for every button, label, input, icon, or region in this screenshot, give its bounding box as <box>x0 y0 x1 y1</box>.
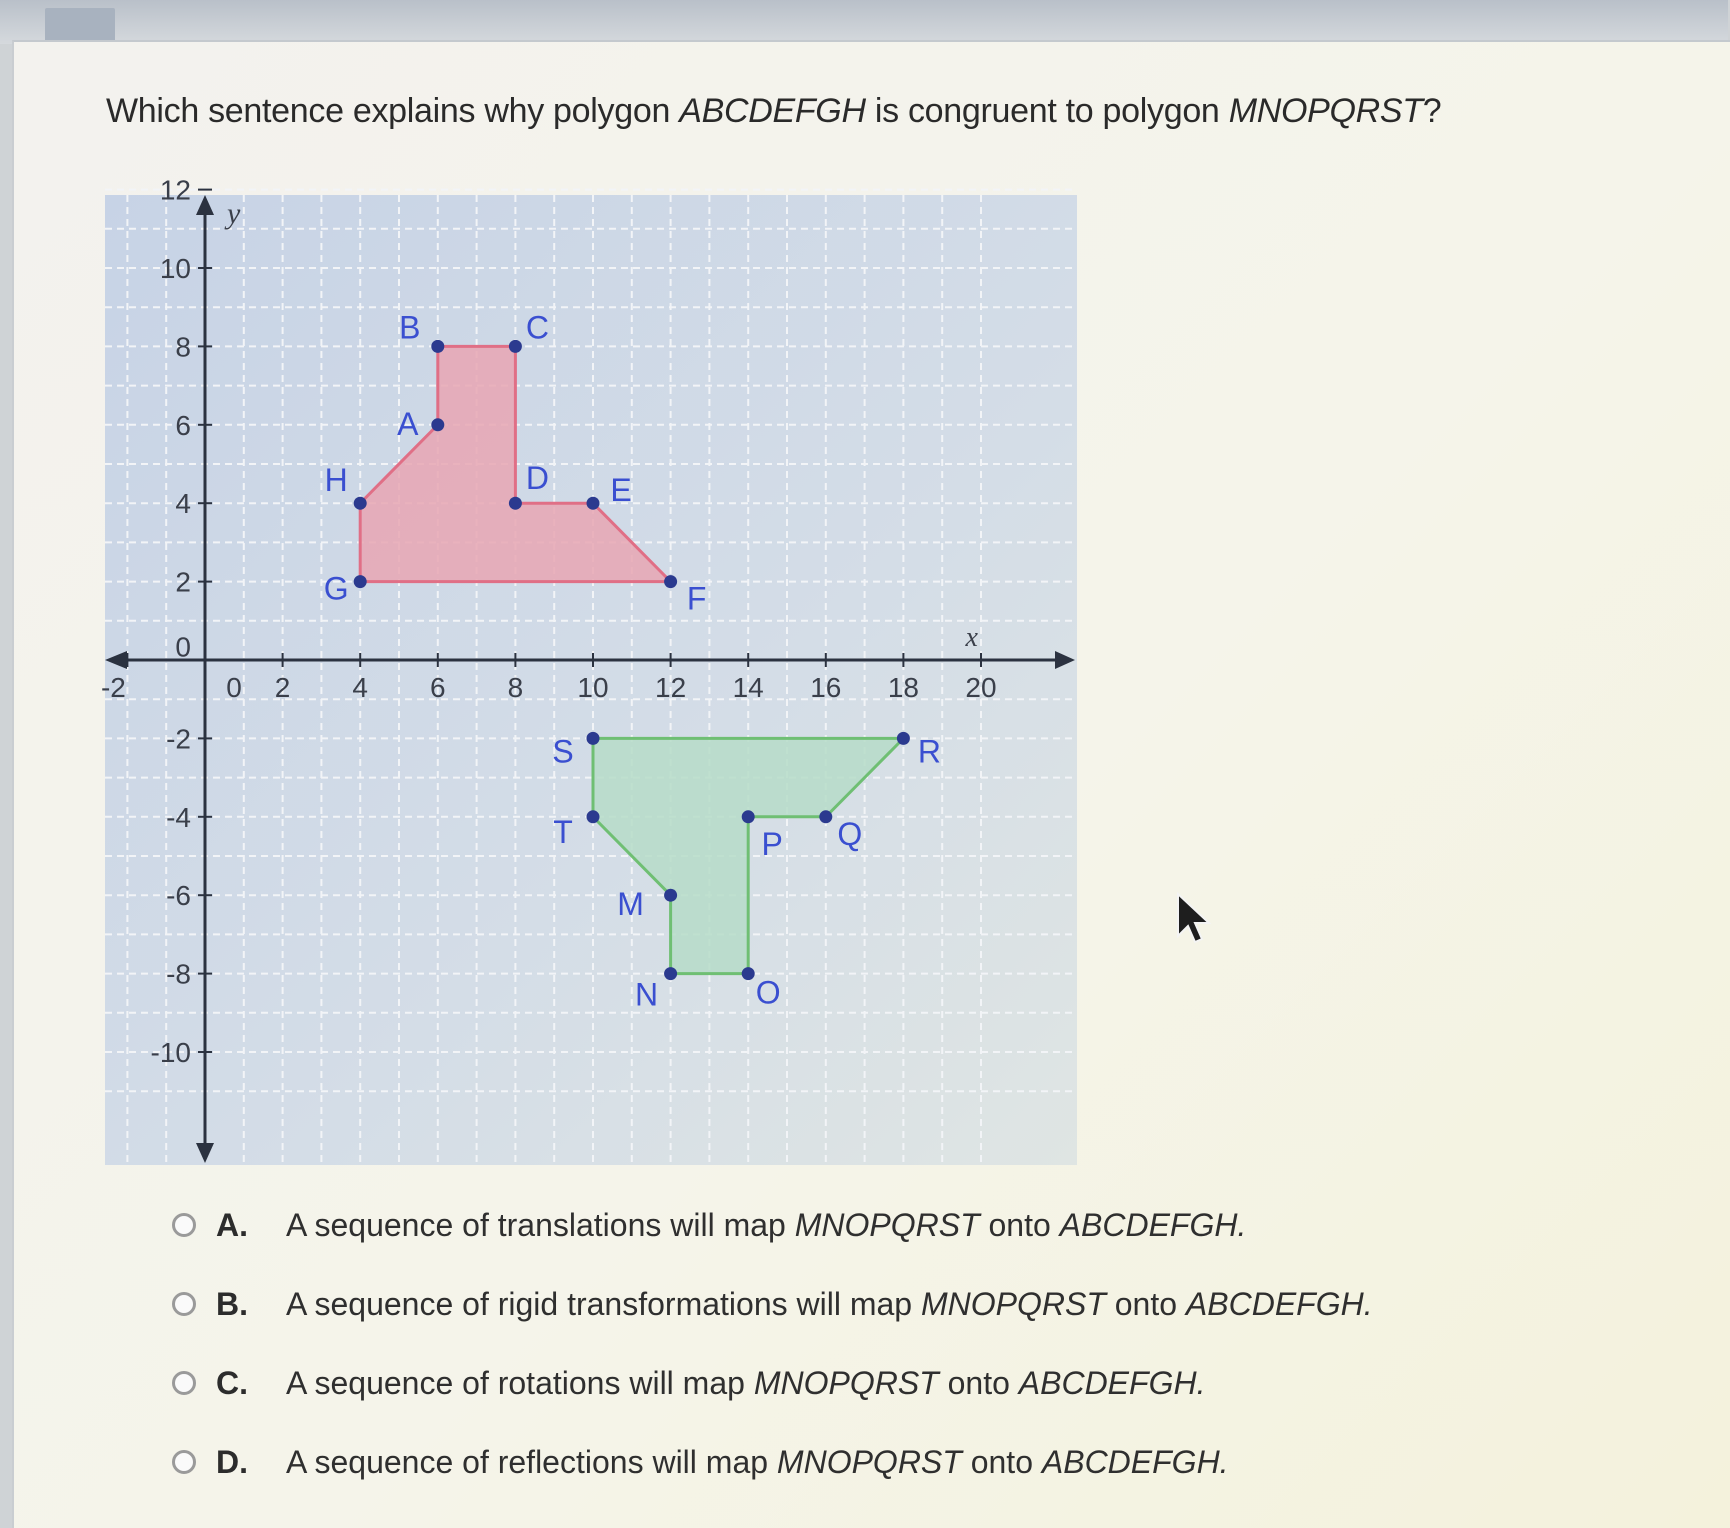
vertex-label-e: E <box>610 472 632 509</box>
choice-a-text <box>286 1207 1246 1244</box>
question-polygon-2: MNOPQRST <box>1228 92 1423 130</box>
x-tick-label: 0 <box>226 672 242 703</box>
y-tick-label: 2 <box>175 566 191 598</box>
radio-d[interactable] <box>172 1450 196 1474</box>
question-suffix: ? <box>1422 92 1442 130</box>
choice-c-letter: C. <box>216 1364 248 1401</box>
y-axis-label: y <box>227 197 241 230</box>
vertex-label-b: B <box>399 309 421 346</box>
y-tick-label: -6 <box>166 880 191 912</box>
choice-a-from: MNOPQRST <box>794 1206 980 1243</box>
choice-c-prefix: A sequence of rotations will map <box>286 1364 754 1401</box>
x-tick-label: 4 <box>352 672 368 703</box>
vertex-point-r <box>897 732 910 745</box>
vertex-label-p: P <box>761 825 783 862</box>
vertex-label-n: N <box>635 976 659 1013</box>
choice-b[interactable] <box>172 1279 1572 1329</box>
choice-a-letter: A. <box>216 1206 248 1243</box>
y-tick-label: 6 <box>175 409 191 441</box>
choice-d-letter: D. <box>216 1443 248 1480</box>
choice-c-from: MNOPQRST <box>753 1364 939 1401</box>
choice-d-text <box>286 1444 1229 1481</box>
vertex-point-m <box>664 889 677 902</box>
y-tick-label: 0 <box>175 631 191 663</box>
choice-b-suffix: . <box>1363 1285 1373 1322</box>
radio-a[interactable] <box>172 1213 196 1237</box>
choice-b-middle: onto <box>1105 1285 1186 1322</box>
graph-svg <box>100 174 1077 1165</box>
choice-b-from: MNOPQRST <box>920 1285 1106 1322</box>
vertex-point-d <box>509 497 522 510</box>
y-tick-label: 4 <box>175 488 191 520</box>
coordinate-graph <box>100 174 1077 1165</box>
vertex-point-a <box>431 418 444 431</box>
vertex-point-e <box>587 497 600 510</box>
vertex-label-s: S <box>552 733 574 770</box>
x-tick-label: 2 <box>274 672 291 703</box>
vertex-point-o <box>742 967 755 980</box>
choice-c[interactable] <box>172 1358 1572 1408</box>
vertex-label-q: Q <box>837 815 863 852</box>
choice-a-middle: onto <box>979 1206 1060 1243</box>
radio-b[interactable] <box>172 1292 196 1316</box>
choice-c-to: ABCDEFGH <box>1018 1364 1197 1401</box>
vertex-point-g <box>354 575 367 588</box>
y-tick-label: 10 <box>159 253 191 284</box>
x-tick-label: 14 <box>732 672 764 703</box>
vertex-label-o: O <box>755 974 781 1011</box>
y-tick-label: -10 <box>150 1037 191 1068</box>
question-middle: is congruent to polygon <box>865 92 1229 130</box>
question-text <box>106 92 1666 131</box>
x-tick-label: 10 <box>577 672 609 703</box>
choice-d[interactable] <box>172 1437 1572 1487</box>
question-prefix: Which sentence explains why polygon <box>106 92 680 130</box>
choice-a-to: ABCDEFGH <box>1059 1206 1238 1243</box>
vertex-point-s <box>587 732 600 745</box>
choice-b-text <box>286 1286 1373 1323</box>
choice-a-suffix: . <box>1237 1206 1247 1243</box>
browser-top-bar <box>0 0 1728 44</box>
choice-c-text <box>286 1365 1205 1402</box>
vertex-point-b <box>431 340 444 353</box>
x-axis-label: x <box>965 622 978 653</box>
choice-b-letter: B. <box>216 1285 248 1322</box>
vertex-point-t <box>587 810 600 823</box>
choice-a[interactable] <box>172 1200 1572 1250</box>
y-tick-label: -2 <box>166 723 191 755</box>
question-polygon-1: ABCDEFGH <box>679 92 866 130</box>
vertex-label-a: A <box>397 405 419 442</box>
vertex-point-c <box>509 340 522 353</box>
vertex-label-t: T <box>553 813 573 850</box>
x-tick-label: -2 <box>100 672 126 703</box>
y-tick-label: -8 <box>166 958 191 990</box>
choice-c-middle: onto <box>938 1364 1019 1401</box>
choice-d-suffix: . <box>1219 1443 1229 1480</box>
choice-c-suffix: . <box>1196 1364 1206 1401</box>
vertex-point-h <box>354 497 367 510</box>
choice-d-from: MNOPQRST <box>776 1443 962 1480</box>
choice-a-prefix: A sequence of translations will map <box>286 1206 795 1243</box>
x-tick-label: 12 <box>655 672 687 703</box>
vertex-label-h: H <box>324 462 348 499</box>
y-tick-label: -4 <box>166 801 191 833</box>
choice-d-middle: onto <box>961 1443 1042 1480</box>
y-tick-label: 12 <box>159 174 191 206</box>
radio-c[interactable] <box>172 1371 196 1395</box>
top-tab[interactable] <box>45 8 115 42</box>
x-tick-label: 16 <box>810 672 842 703</box>
x-tick-label: 18 <box>887 672 919 703</box>
choice-b-to: ABCDEFGH <box>1185 1285 1364 1322</box>
vertex-label-f: F <box>686 580 707 617</box>
vertex-point-q <box>819 810 832 823</box>
x-tick-label: 6 <box>430 672 446 703</box>
vertex-point-p <box>742 810 755 823</box>
vertex-label-r: R <box>917 733 941 770</box>
vertex-point-n <box>664 967 677 980</box>
y-tick-label: 8 <box>175 331 191 363</box>
vertex-label-m: M <box>617 886 644 923</box>
choice-b-prefix: A sequence of rigid transformations will map <box>286 1285 921 1322</box>
mouse-cursor-icon <box>1175 892 1215 947</box>
choice-d-prefix: A sequence of reflections will map <box>286 1443 777 1480</box>
vertex-label-d: D <box>525 460 549 497</box>
x-tick-label: 8 <box>507 672 524 703</box>
vertex-point-f <box>664 575 677 588</box>
choice-d-to: ABCDEFGH <box>1041 1443 1220 1480</box>
vertex-label-c: C <box>525 309 549 346</box>
x-tick-label: 20 <box>965 672 997 703</box>
vertex-label-g: G <box>323 570 349 607</box>
